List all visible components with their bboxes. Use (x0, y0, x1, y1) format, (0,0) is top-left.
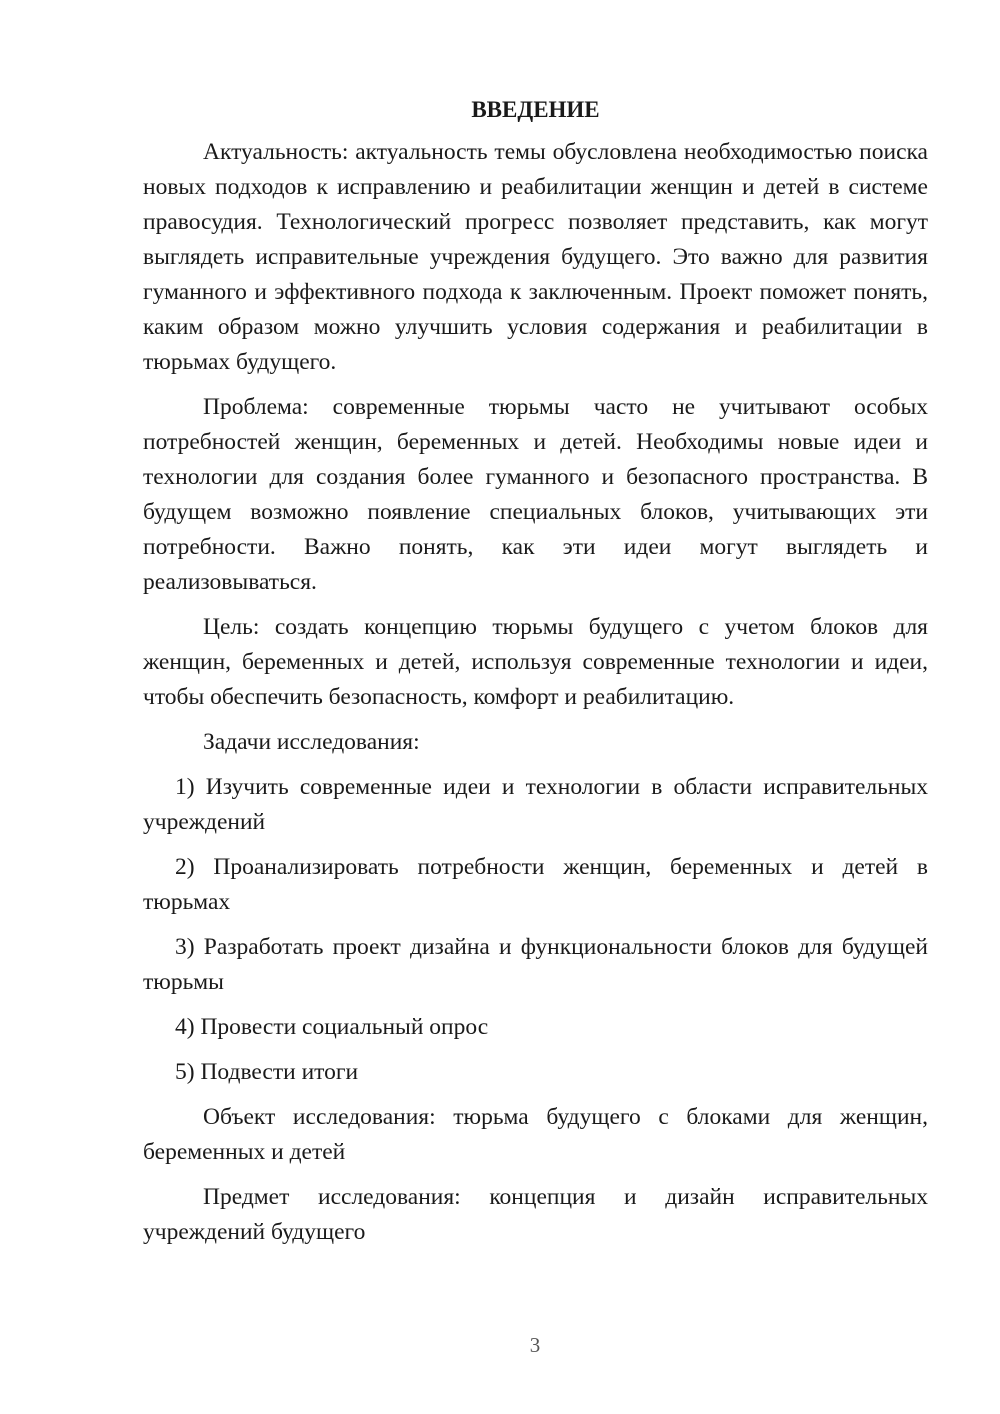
goal-paragraph: Цель: создать концепцию тюрьмы будущего с учетом блоков для женщин, беременных и детей, используя современные технологии и идеи, чтобы обеспечить безопасность, комфорт и реабилитацию. (143, 614, 928, 710)
problem-paragraph: Проблема: современные тюрьмы часто не учитывают особых потребностей женщин, беременных и детей. Необходимы новые идеи и технологии для создания более гуманного и безопасного пространства. В будущем возможно появление специальных блоков, учитывающих эти потребности. Важно понять, как эти идеи могут выглядеть и реализовываться. (143, 394, 928, 595)
task-item: 2) Проанализировать потребности женщин, беременных и детей в тюрьмах (143, 854, 928, 915)
relevance-paragraph: Актуальность: актуальность темы обусловлена необходимостью поиска новых подходов к исправлению и реабилитации женщин и детей в системе правосудия. Технологический прогресс позволяет представить, как могут выглядеть исправительные учреждения будущего. Это важно для развития гуманного и эффективного подхода к заключенным. Проект поможет понять, каким образом можно улучшить условия содержания и реабилитации в тюрьмах будущего. (143, 139, 928, 375)
task-item: 3) Разработать проект дизайна и функциональности блоков для будущей тюрьмы (143, 934, 928, 995)
subject-paragraph: Предмет исследования: концепция и дизайн исправительных учреждений будущего (143, 1184, 928, 1245)
tasks-heading: Задачи исследования: (203, 729, 420, 755)
task-item: 1) Изучить современные идеи и технологии в области исправительных учреждений (143, 774, 928, 835)
object-paragraph: Объект исследования: тюрьма будущего с блоками для женщин, беременных и детей (143, 1104, 928, 1165)
task-item: 4) Провести социальный опрос (175, 1014, 489, 1040)
document-page (143, 92, 928, 1260)
section-title: ВВЕДЕНИЕ (471, 97, 600, 122)
task-item: 5) Подвести итоги (175, 1059, 359, 1085)
page-number: 3 (529, 1333, 541, 1357)
